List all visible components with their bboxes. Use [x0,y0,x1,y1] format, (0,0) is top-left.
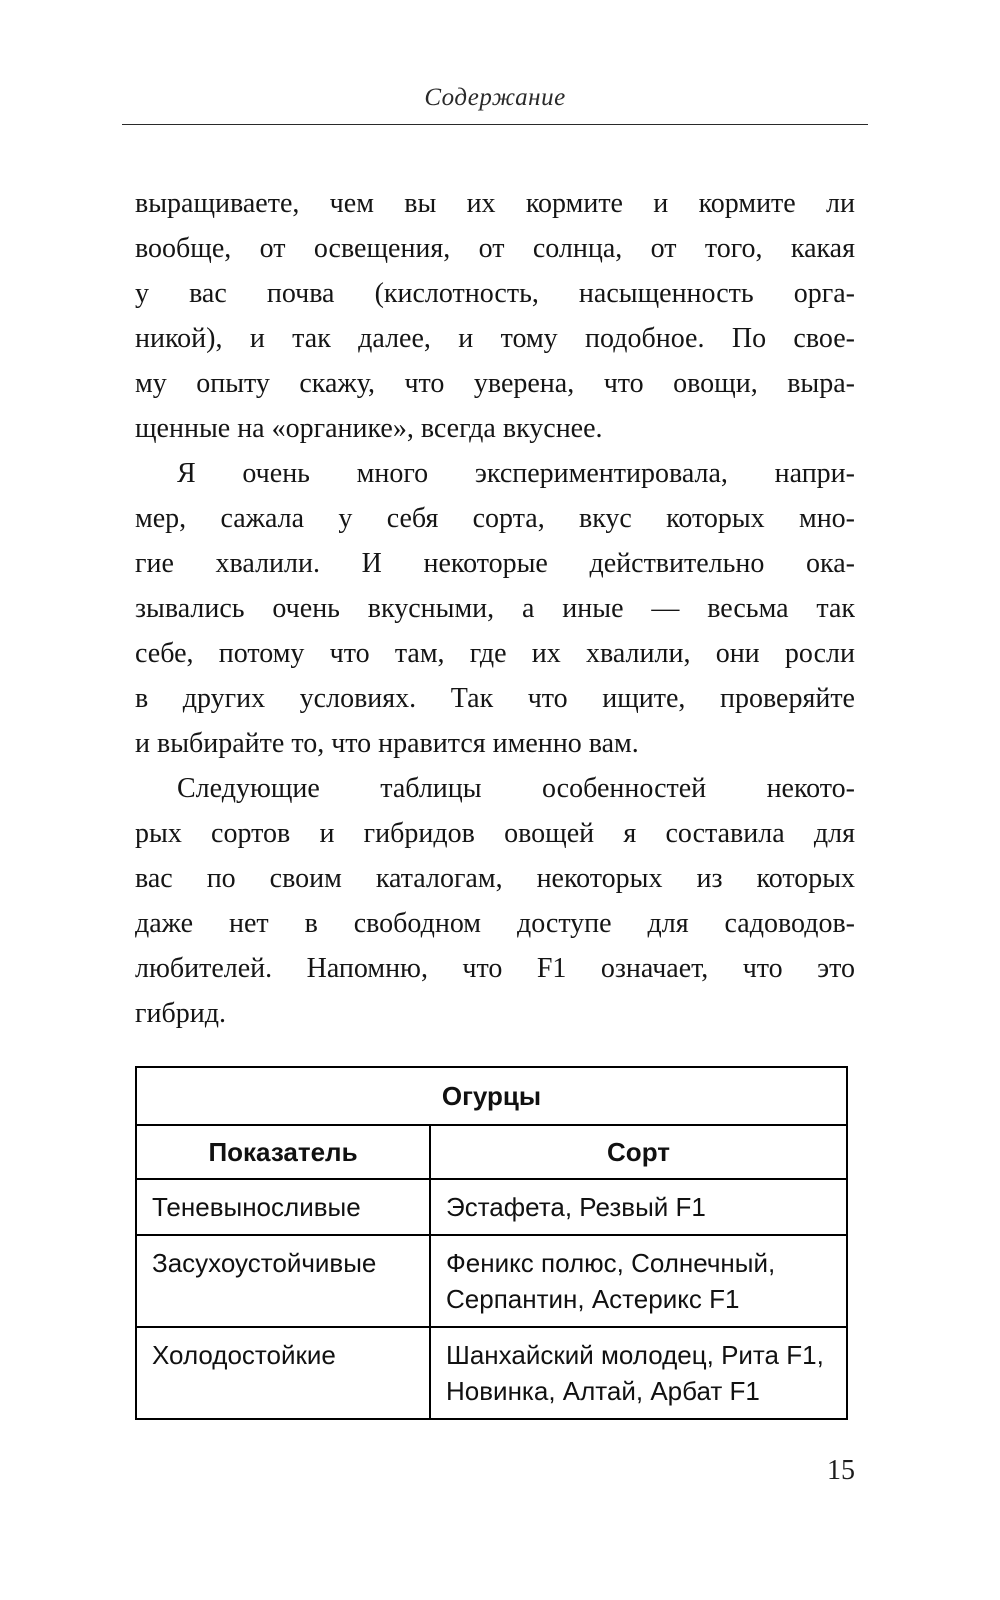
table-header-row [136,1125,847,1179]
variety-cell: Шанхайский молодец, Рита F1, Новинка, Алтай, Арбат F1 [430,1327,847,1419]
column-header-indicator: Показатель [136,1125,430,1179]
cucumbers-table [135,1066,848,1420]
text-line: в других условиях. Так что ищите, проверяйте [135,683,855,714]
table-title: Огурцы [136,1067,847,1125]
text-line: Я очень много экспериментировала, напри- [177,458,855,489]
text-line: себе, потому что там, где их хвалили, они росли [135,638,855,669]
text-line: вас по своим каталогам, некоторых из которых [135,863,855,894]
table-row [136,1179,847,1235]
header-rule [122,124,868,125]
text-line: выращиваете, чем вы их кормите и кормите ли [135,188,855,219]
indicator-cell: Теневыносливые [136,1179,430,1235]
text-line: мер, сажала у себя сорта, вкус которых мно- [135,503,855,534]
text-line: гибрид. [135,998,226,1029]
text-line: зывались очень вкусными, а иные — весьма так [135,593,855,624]
table-title-row [136,1067,847,1125]
text-line: му опыту скажу, что уверена, что овощи, выра- [135,368,855,399]
text-line: щенные на «органике», всегда вкуснее. [135,413,603,444]
text-line: у вас почва (кислотность, насыщенность орга- [135,278,855,309]
text-line: и выбирайте то, что нравится именно вам. [135,728,639,759]
table-row [136,1235,847,1327]
page-content [135,0,855,1420]
indicator-cell: Засухоустойчивые [136,1235,430,1327]
running-header-title: Содержание [424,84,566,111]
column-header-variety: Сорт [430,1125,847,1179]
page-number: 15 [827,1455,855,1486]
text-line: любителей. Напомню, что F1 означает, что это [135,953,855,984]
text-line: даже нет в свободном доступе для садоводов- [135,908,855,939]
indicator-cell: Холодостойкие [136,1327,430,1419]
text-line: вообще, от освещения, от солнца, от того, какая [135,233,855,264]
table-row [136,1327,847,1419]
body-text [135,181,855,1036]
variety-cell: Феникс полюс, Солнечный, Серпантин, Астерикс F1 [430,1235,847,1327]
paragraph-3 [135,766,855,1036]
paragraph-2 [135,451,855,766]
running-header [135,0,855,125]
text-line: рых сортов и гибридов овощей я составила для [135,818,855,849]
variety-cell: Эстафета, Резвый F1 [430,1179,847,1235]
text-line: никой), и так далее, и тому подобное. По свое- [135,323,855,354]
paragraph-1 [135,181,855,451]
text-line: гие хвалили. И некоторые действительно ока- [135,548,855,579]
text-line: Следующие таблицы особенностей некото- [177,773,855,804]
